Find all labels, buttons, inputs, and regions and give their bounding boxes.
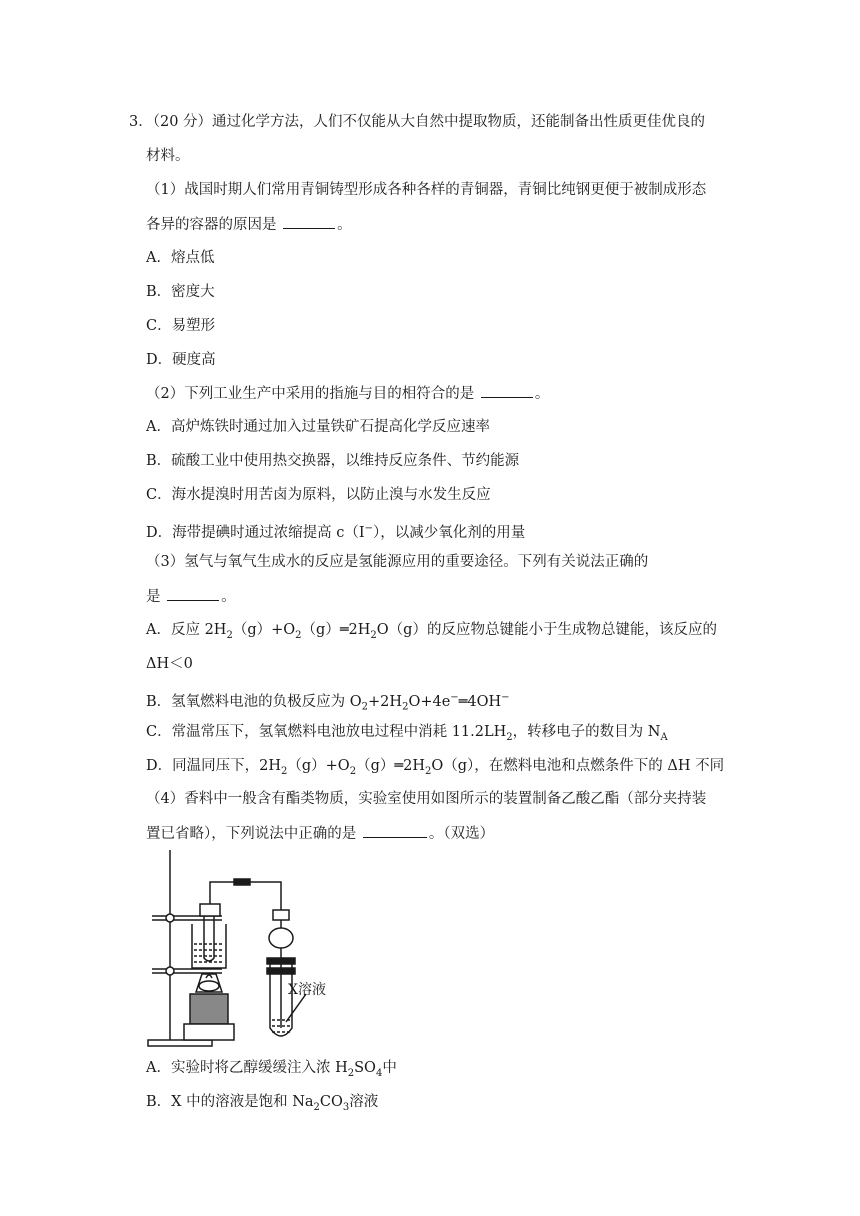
superscript: − [450, 692, 459, 703]
text-run: （g）+O [287, 758, 350, 774]
subscript: 3 [342, 1101, 350, 1113]
text-run: CO [319, 1094, 343, 1110]
anti-suckback-bulb [269, 928, 293, 948]
apparatus-drawing [146, 846, 346, 1052]
text-run: D．同温同压下，2H [146, 758, 281, 774]
text-run: （g）═2H [301, 622, 371, 638]
ester-preparation-apparatus [146, 846, 346, 1052]
part2-text-line [146, 383, 549, 404]
superscript: − [501, 692, 510, 703]
text-run: SO [354, 1060, 376, 1076]
part3-text-line-1: （3）氢气与氧气生成水的反应是氢能源应用的重要途径。下列有关说法正确的 [146, 554, 649, 570]
part2-option-c: C．海水提溴时用苦卤为原料，以防止溴与水发生反应 [146, 487, 491, 503]
part4-option-a [146, 1058, 397, 1084]
part3-option-a [146, 620, 717, 646]
part1-text: 各异的容器的原因是 [146, 217, 277, 233]
subscript: 2 [313, 1101, 320, 1113]
reaction-tube [204, 916, 214, 961]
subscript: 2 [295, 629, 302, 641]
part3-text-line-2 [146, 586, 236, 607]
text-run: O（g），在燃料电池和点燃条件下的 ΔH 不同 [431, 758, 725, 774]
part2-end: 。 [534, 386, 550, 402]
question-stem-line-1: 3．（20 分）通过化学方法，人们不仅能从大自然中提取物质，还能制备出性质更佳优良的 [129, 114, 706, 130]
part1-end: 。 [337, 217, 352, 233]
part1-text-line-2 [146, 214, 352, 235]
subscript: 2 [370, 629, 377, 641]
figure-label: X溶液 [288, 982, 326, 998]
alcohol-lamp-body [190, 994, 228, 1024]
part3-option-b [146, 688, 510, 718]
superscript: − [364, 523, 373, 534]
subscript: 2 [506, 731, 513, 743]
subscript: 2 [424, 765, 432, 777]
part2-option-b: B．硫酸工业中使用热交换器，以维持反应条件、节约能源 [146, 453, 520, 469]
part1-option-b: B．密度大 [146, 284, 215, 300]
part3-option-a-cont: ΔH＜0 [146, 656, 193, 672]
subscript: 2 [226, 629, 233, 641]
text-run: 溶液 [349, 1094, 379, 1110]
text-run: 中 [382, 1060, 397, 1076]
text-run: ，转移电子的数目为 N [512, 724, 661, 740]
text-run: A．实验时将乙醇缓缓注入浓 H [146, 1060, 348, 1076]
part4-text-line-2 [146, 823, 494, 844]
part1-option-d: D．硬度高 [146, 352, 216, 368]
part4-text: 置已省略），下列说法中正确的是 [146, 826, 357, 842]
part3-end: 。 [221, 589, 236, 605]
text-run: （g）+O [232, 622, 296, 638]
part2-text: （2）下列工业生产中采用的指施与目的相符合的是 [146, 386, 475, 402]
answer-blank[interactable] [363, 823, 427, 838]
text-run: ═4OH [458, 693, 502, 710]
text-run: B．X 中的溶液是饱和 Na [146, 1094, 314, 1110]
text-run: +2H [368, 693, 403, 710]
tube-clamp [267, 958, 295, 964]
part2-option-d-text: D．海带提碘时通过浓缩提高 c（I [146, 524, 365, 541]
text-run: B．氢氧燃料电池的负极反应为 O [146, 693, 362, 710]
stand-base [148, 1040, 212, 1046]
text-run: A．反应 2H [146, 622, 227, 638]
part4-option-b [146, 1092, 378, 1118]
part1-option-c: C．易塑形 [146, 318, 216, 334]
subscript: A [660, 731, 668, 743]
part1-option-a: A．熔点低 [146, 250, 215, 266]
part2-option-a: A．高炉炼铁时通过加入过量铁矿石提高化学反应速率 [146, 419, 490, 435]
answer-blank[interactable] [481, 383, 533, 398]
part2-option-d-text-2: ），以减少氧化剂的用量 [372, 524, 526, 541]
text-run: O（g）的反应物总键能小于生成物总键能，该反应的 [376, 622, 717, 638]
text-run: （g）═2H [356, 758, 425, 774]
subscript: 4 [375, 1067, 383, 1079]
tube-joint [234, 879, 250, 885]
part1-text-line-1: （1）战国时期人们常用青铜铸型形成各种各样的青铜器，青铜比纯钢更便于被制成形态 [146, 182, 707, 198]
answer-blank[interactable] [167, 586, 219, 601]
text-run: C．常温常压下，氢氧燃料电池放电过程中消耗 11.2LH [146, 724, 507, 740]
part3-option-c [146, 722, 668, 748]
text-run: O+4e [408, 693, 451, 710]
answer-blank[interactable] [283, 214, 335, 229]
subscript: 2 [361, 701, 369, 713]
subscript: 2 [281, 765, 288, 777]
part2-option-d [146, 519, 525, 543]
subscript: 2 [349, 765, 357, 777]
part4-end: 。（双选） [428, 826, 495, 842]
part3-text: 是 [146, 589, 161, 605]
subscript: 2 [402, 701, 409, 713]
question-stem-line-2: 材料。 [146, 148, 190, 164]
subscript: 2 [347, 1067, 355, 1079]
part4-text-line-1: （4）香料中一般含有酯类物质，实验室使用如图所示的装置制备乙酸乙酯（部分夹持装 [146, 791, 707, 807]
part3-option-d [146, 756, 724, 782]
lamp-stand [184, 1024, 234, 1040]
